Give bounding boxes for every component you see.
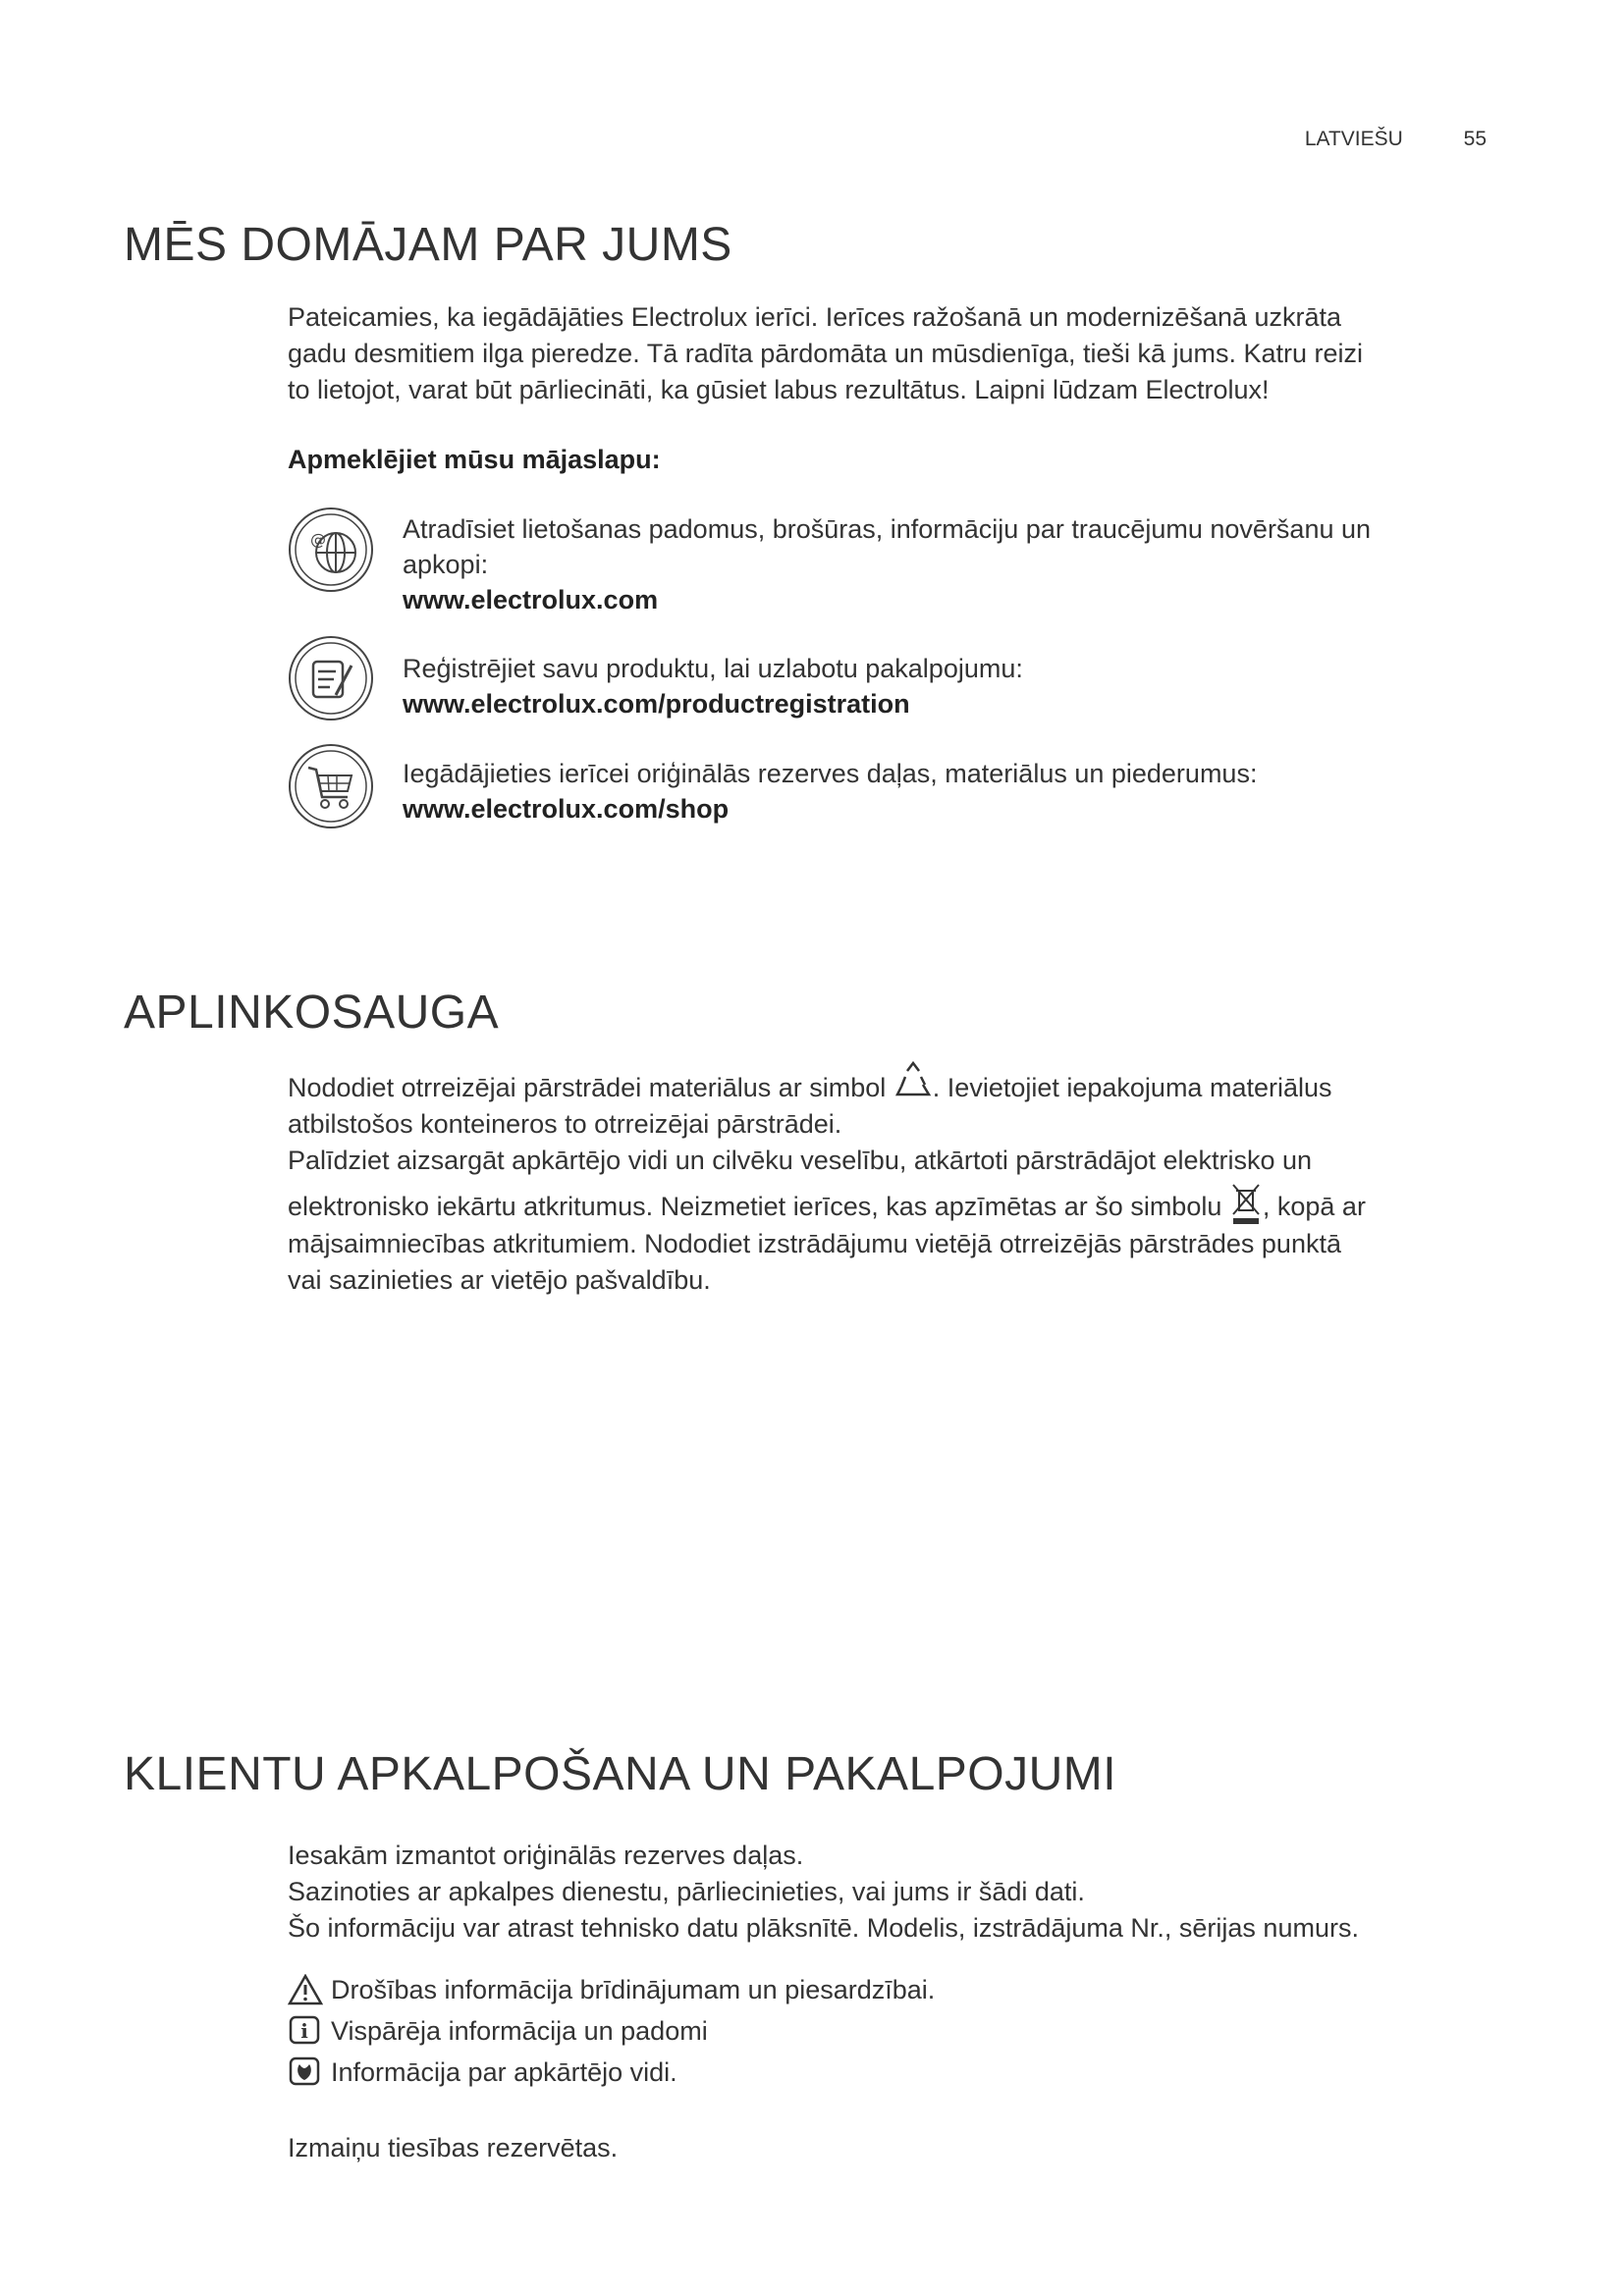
link-support-text-cont: apkopi: [403, 550, 489, 579]
environment-icon [288, 2056, 323, 2088]
legend-info [288, 2014, 708, 2048]
intro-line-3: to lietojot, varat būt pārliecināti, ka gūsiet labus rezultātus. Laipni lūdzam Electrolux! [288, 375, 1270, 404]
link-item-shop [403, 756, 1502, 827]
service-line-3: Šo informāciju var atrast tehnisko datu plāksnītē. Modelis, izstrādājuma Nr., sērijas numurs. [288, 1913, 1359, 1943]
link-shop-text: Iegādājieties ierīcei oriģinālās rezerves daļas, materiālus un piederumus: [403, 759, 1258, 788]
environment-paragraph [288, 1070, 1495, 1299]
warning-triangle-icon [288, 1974, 323, 2005]
section-title-thinking-of-you: MĒS DOMĀJAM PAR JUMS [124, 219, 732, 271]
rights-reserved-note: Izmaiņu tiesības rezervētas. [288, 2133, 619, 2163]
recycle-icon [893, 1061, 933, 1100]
svg-text:i: i [300, 2019, 308, 2043]
link-item-support [403, 511, 1502, 617]
env-line-1b: . Ievietojiet iepakojuma materiālus [932, 1073, 1332, 1102]
page-number: 55 [1463, 128, 1487, 150]
service-line-1: Iesakām izmantot oriģinālās rezerves daļas. [288, 1841, 804, 1870]
intro-paragraph [288, 299, 1495, 408]
env-line-5: mājsaimniecības atkritumiem. Nododiet izstrādājumu vietējā otrreizējās pārstrādes punktā [288, 1228, 1341, 1258]
service-line-2: Sazinoties ar apkalpes dienestu, pārliecinieties, vai jums ir šādi dati. [288, 1877, 1085, 1906]
env-line-4a: elektronisko iekārtu atkritumus. Neizmetiet ierīces, kas apzīmētas ar šo simbolu [288, 1192, 1222, 1221]
env-line-2: atbilstošos konteineros to otrreizējai pārstrādei. [288, 1109, 842, 1139]
shopping-cart-icon [287, 742, 375, 830]
globe-web-icon [287, 506, 375, 594]
link-registration-text: Reģistrējiet savu produktu, lai uzlabotu pakalpojumu: [403, 654, 1023, 683]
service-paragraph [288, 1838, 1495, 1947]
legend-environment-text: Informācija par apkārtējo vidi. [331, 2057, 677, 2087]
env-line-1a: Nododiet otrreizējai pārstrādei materiālus ar simbol [288, 1073, 887, 1102]
link-shop-url[interactable]: www.electrolux.com/shop [403, 794, 730, 824]
env-line-6: vai sazinieties ar vietējo pašvaldību. [288, 1264, 711, 1295]
link-support-text: Atradīsiet lietošanas padomus, brošūras, informāciju par traucējumu novēršanu un [403, 514, 1372, 544]
info-icon [288, 2015, 323, 2047]
link-support-url[interactable]: www.electrolux.com [403, 585, 659, 614]
section-title-customer-service: KLIENTU APKALPOŠANA UN PAKALPOJUMI [124, 1748, 1117, 1800]
section-title-environment: APLINKOSAUGA [124, 987, 500, 1039]
env-line-4b: , kopā ar [1262, 1192, 1366, 1221]
registration-form-icon [287, 634, 375, 722]
legend-safety-text: Drošības informācija brīdinājumam un piesardzībai. [331, 1975, 936, 2004]
link-item-registration [403, 651, 1502, 721]
language-label: LATVIEŠU [1304, 128, 1403, 150]
link-registration-url[interactable]: www.electrolux.com/productregistration [403, 689, 910, 719]
crossed-bin-icon [1229, 1183, 1263, 1226]
visit-website-label: Apmeklējiet mūsu mājaslapu: [288, 445, 661, 474]
legend-environment [288, 2056, 677, 2089]
env-line-3: Palīdziet aizsargāt apkārtējo vidi un cilvēku veselību, atkārtoti pārstrādājot elektrisko un [288, 1146, 1313, 1175]
page-header [1305, 128, 1487, 151]
intro-line-1: Pateicamies, ka iegādājāties Electrolux ierīci. Ierīces ražošanā un modernizēšanā uzkrāta [288, 302, 1342, 332]
svg-text:@: @ [310, 530, 326, 549]
legend-safety [288, 1973, 935, 2006]
intro-line-2: gadu desmitiem ilga pieredze. Tā radīta pārdomāta un mūsdienīga, tieši kā jums. Katru reizi [288, 339, 1364, 368]
legend-info-text: Vispārēja informācija un padomi [331, 2016, 708, 2046]
